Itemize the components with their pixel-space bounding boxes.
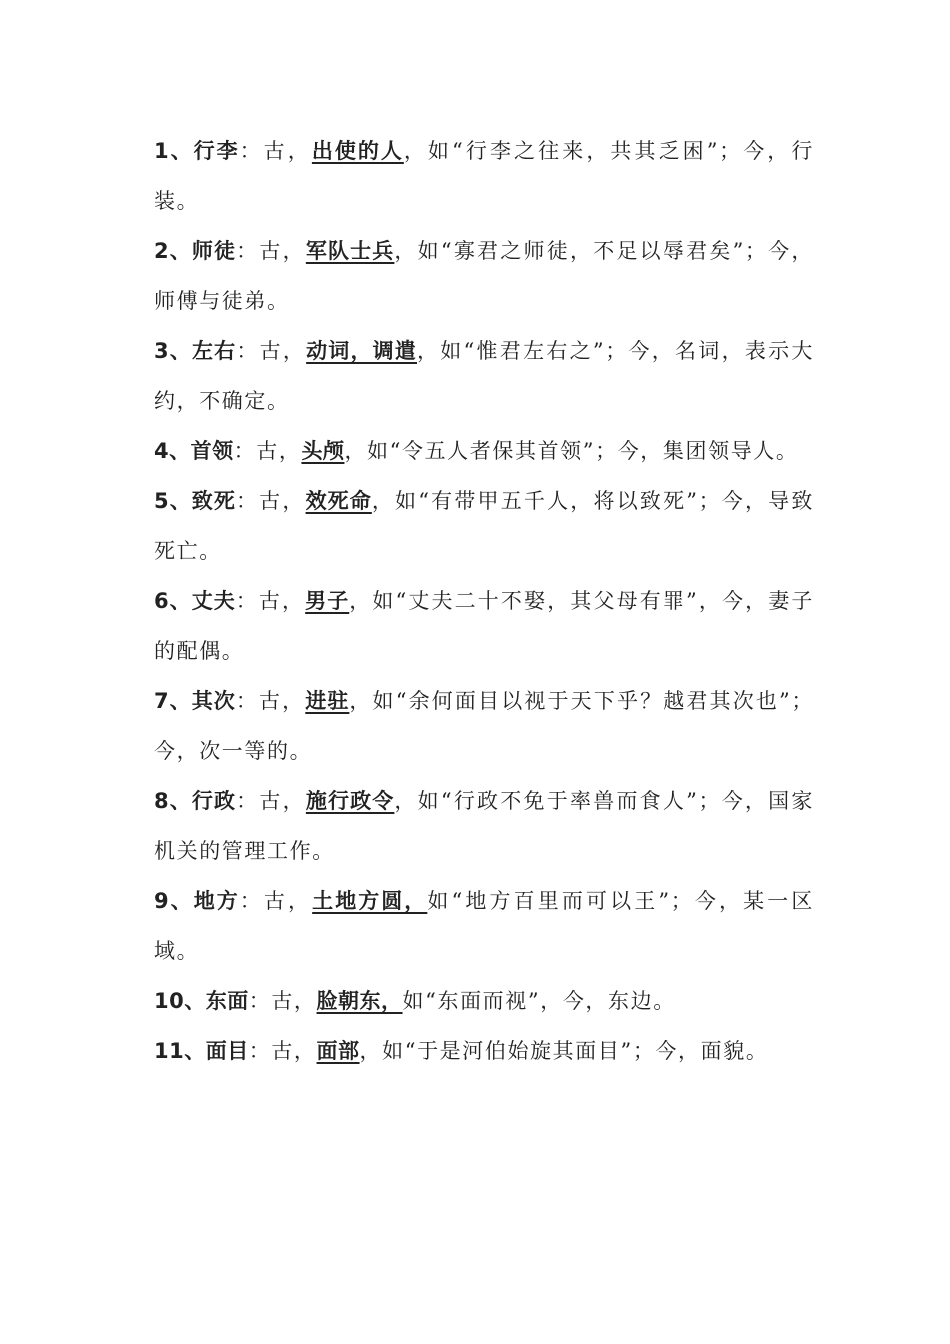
- entry-separator: ：古，: [235, 689, 306, 713]
- ancient-meaning: 头颅: [301, 439, 345, 463]
- entry-number: 10、: [154, 989, 206, 1013]
- entry-separator: ：古，: [233, 439, 302, 463]
- entry-term: 首领: [190, 439, 234, 463]
- entry-rest: ，如“寡君之师徒，不足以辱君矣”；今，师傅与徒弟。: [154, 239, 814, 313]
- entry-rest: ，如“丈夫二十不娶，其父母有罪”，今，妻子的配偶。: [154, 589, 814, 663]
- entry-term: 丈夫: [191, 589, 236, 613]
- entry-9: [154, 876, 814, 976]
- entry-number: 7、: [154, 689, 192, 713]
- ancient-meaning: 施行政令: [305, 789, 395, 813]
- ancient-meaning: 军队士兵: [305, 239, 395, 263]
- entry-11: [154, 1026, 814, 1076]
- entry-number: 8、: [154, 789, 192, 813]
- entry-separator: ：古，: [235, 489, 306, 513]
- entry-rest: ，如“于是河伯始旋其面目”；今，面貌。: [359, 1039, 769, 1063]
- entry-number: 1、: [154, 139, 194, 163]
- entry-number: 9、: [154, 889, 194, 913]
- ancient-meaning: 效死命: [305, 489, 372, 513]
- entry-rest: ，如“有带甲五千人，将以致死”；今，导致死亡。: [154, 489, 814, 563]
- entry-4: [154, 426, 814, 476]
- entry-2: [154, 226, 814, 326]
- entry-6: [154, 576, 814, 676]
- entry-term: 其次: [191, 689, 236, 713]
- word-list: [154, 126, 814, 1076]
- entry-term: 致死: [191, 489, 236, 513]
- entry-rest: ，如“余何面目以视于天下乎？越君其次也”；今，次一等的。: [154, 689, 814, 763]
- entry-rest: 如“东面而视”，今，东边。: [402, 989, 676, 1013]
- entry-separator: ：古，: [248, 1039, 317, 1063]
- entry-term: 行政: [191, 789, 237, 813]
- entry-number: 2、: [154, 239, 192, 263]
- entry-separator: ：古，: [236, 239, 306, 263]
- entry-number: 11、: [154, 1039, 206, 1063]
- entry-separator: ：古，: [236, 789, 306, 813]
- ancient-meaning: 面部: [316, 1039, 360, 1063]
- entry-term: 师徒: [191, 239, 237, 263]
- entry-separator: ：古，: [248, 989, 317, 1013]
- entry-7: [154, 676, 814, 776]
- ancient-meaning: 出使的人: [311, 139, 404, 163]
- entry-8: [154, 776, 814, 876]
- entry-term: 地方: [193, 889, 240, 913]
- entry-5: [154, 476, 814, 576]
- entry-term: 面目: [205, 1039, 249, 1063]
- entry-number: 6、: [154, 589, 192, 613]
- ancient-meaning: 脸朝东，: [316, 989, 403, 1013]
- entry-rest: ，如“行政不免于率兽而食人”；今，国家机关的管理工作。: [154, 789, 814, 863]
- ancient-meaning: 男子: [305, 589, 350, 613]
- entry-separator: ：古，: [239, 889, 313, 913]
- entry-term: 行李: [193, 139, 240, 163]
- entry-rest: ，如“令五人者保其首领”；今，集团领导人。: [344, 439, 799, 463]
- entry-separator: ：古，: [236, 339, 307, 363]
- entry-rest: 如“地方百里而可以王”；今，某一区域。: [154, 889, 815, 963]
- entry-3: [154, 326, 814, 426]
- entry-term: 东面: [205, 989, 249, 1013]
- ancient-meaning: 进驻: [305, 689, 350, 713]
- entry-number: 3、: [154, 339, 192, 363]
- entry-number: 4、: [154, 439, 191, 463]
- entry-number: 5、: [154, 489, 192, 513]
- entry-term: 左右: [191, 339, 237, 363]
- ancient-meaning: 土地方圆，: [312, 889, 428, 913]
- entry-separator: ：古，: [235, 589, 306, 613]
- entry-separator: ：古，: [239, 139, 312, 163]
- entry-10: [154, 976, 814, 1026]
- entry-1: [154, 126, 814, 226]
- ancient-meaning: 动词，调遣: [306, 339, 417, 363]
- entry-rest: ，如“行李之往来，共其乏困”；今，行装。: [154, 139, 814, 213]
- entry-rest: ，如“惟君左右之”；今，名词，表示大约，不确定。: [154, 339, 814, 413]
